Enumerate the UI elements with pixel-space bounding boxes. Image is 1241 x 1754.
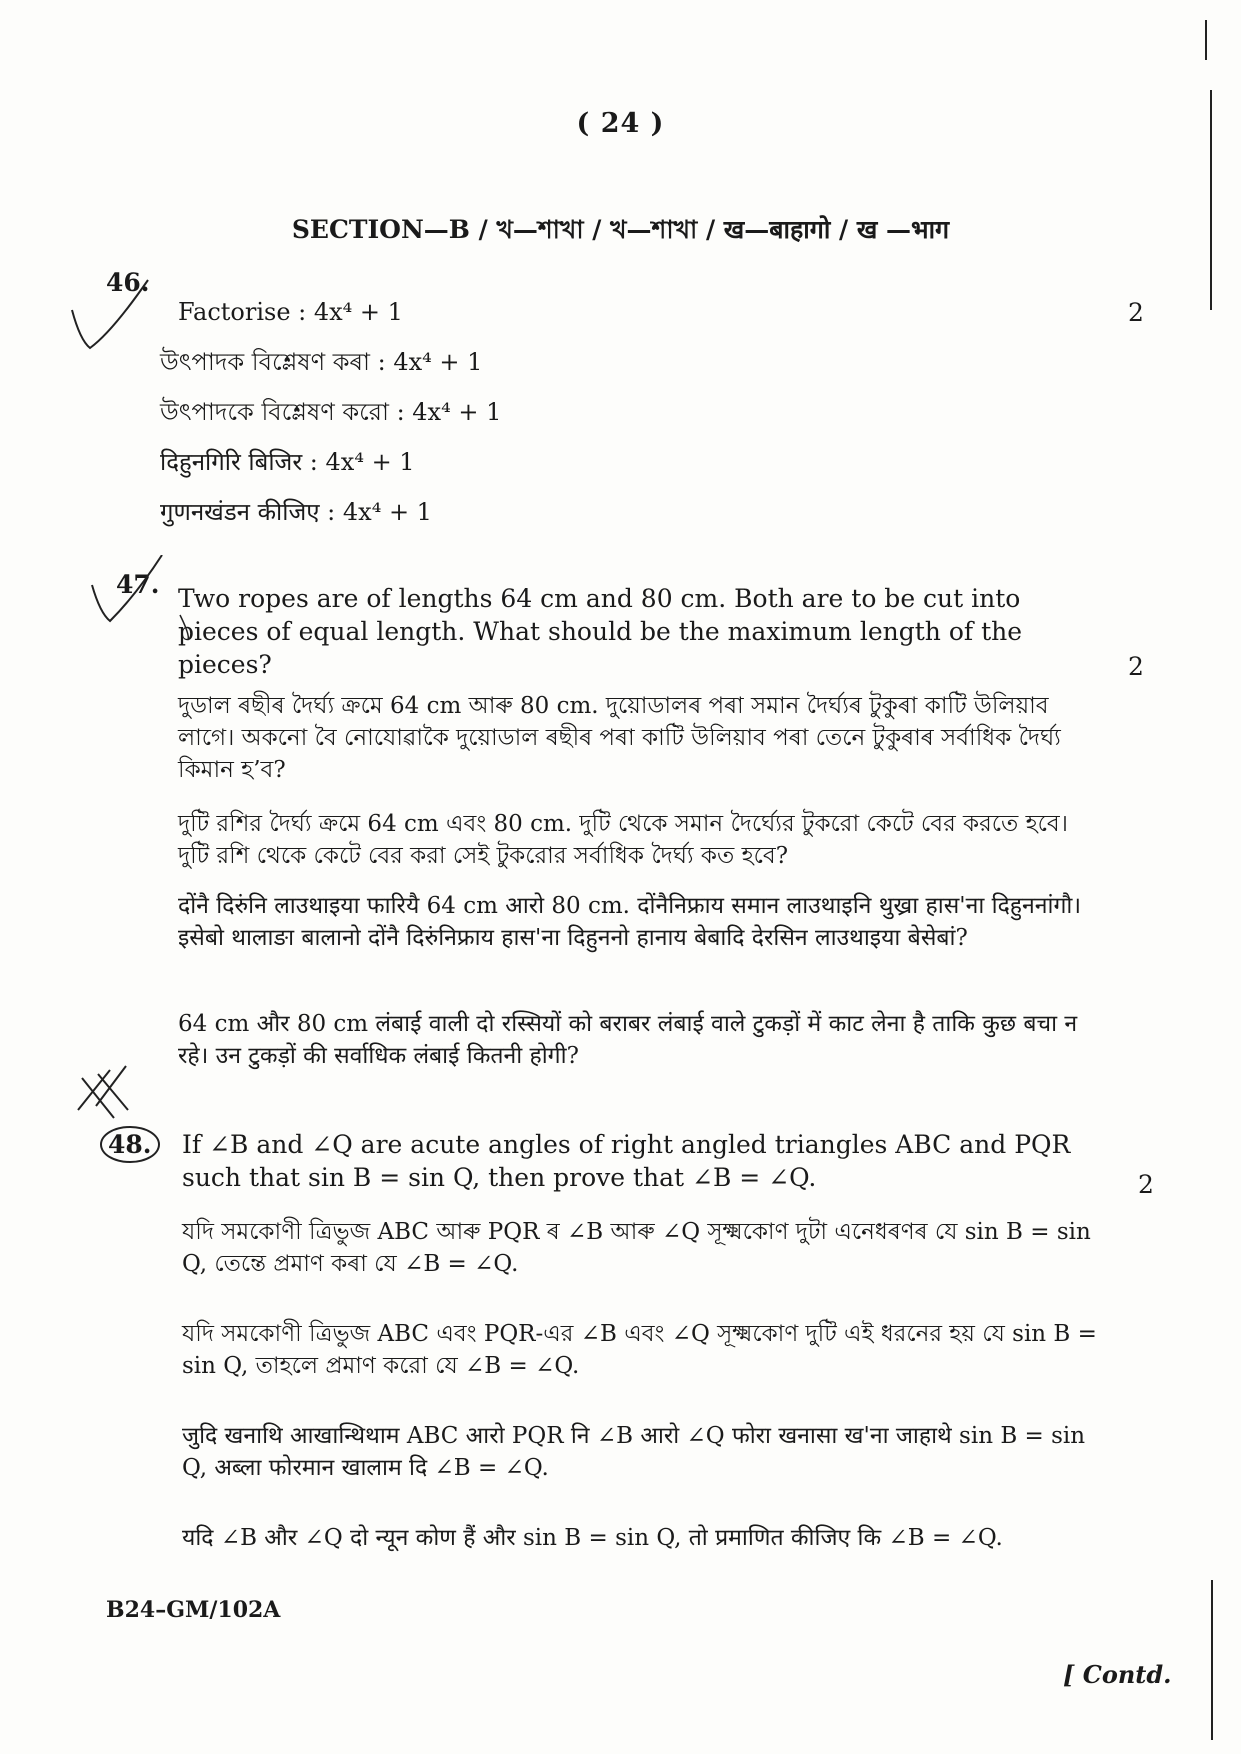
section-heading: SECTION—B / খ—শাখা / খ—শাখা / ख—बाहागो / ख —भाग	[291, 215, 950, 244]
q48-para-hi: यदि ∠B और ∠Q दो न्यून कोण हैं और sin B = sin Q, तो प्रमाणित कीजिए कि ∠B = ∠Q.	[182, 1525, 1003, 1551]
marks-46: 2	[1128, 298, 1144, 327]
handwritten-tick-mark-47	[80, 555, 190, 645]
question-number-46: 46.	[106, 268, 150, 297]
question-number-48	[100, 1130, 160, 1159]
circled-number-48: 48.	[100, 1126, 160, 1163]
marks-48: 2	[1138, 1170, 1154, 1199]
question-number-47: 47.	[116, 570, 160, 599]
handwritten-cross-mark	[70, 1060, 140, 1130]
q47-english: Two ropes are of lengths 64 cm and 80 cm. Both are to be cut into pieces of equal length. What should be the maximum length of the pieces?	[178, 584, 1023, 679]
q47-para-bn: দুটি রশির দৈর্ঘ্য ক্রমে 64 cm এবং 80 cm. দুটি থেকে সমান দৈর্ঘ্যের টুকরো কেটে বের করতে হবে। দুটি রশি থেকে কেটে বের করা সেই টুকরোর সর্বাধিক দৈর্ঘ্য কত হবে?	[178, 811, 1068, 869]
scan-edge-line	[1210, 90, 1212, 310]
page-number: ( 24 )	[576, 108, 665, 139]
q47-para-brx: दोंनै दिरुंनि लाउथाइया फारियै 64 cm आरो 80 cm. दोंनैनिफ्राय समान लाउथाइनि थुख्रा हास'ना दिहुननांगौ। इसेबो थालाङा बालानो दोंनै दिरुंनिफ्राय हास'ना दिहुननो हानाय बेबादि देरसिन लाउथाइया बेसेबां?	[178, 893, 1082, 951]
q46-line-brx: दिहुनगिरि बिजिर : 4x⁴ + 1	[160, 448, 415, 476]
q48-english: If ∠B and ∠Q are acute angles of right angled triangles ABC and PQR such that sin B = sin Q, then prove that ∠B = ∠Q.	[182, 1130, 1071, 1192]
handwritten-tick-mark-46	[60, 270, 170, 370]
marks-47: 2	[1128, 652, 1144, 681]
q48-para-as: যদি সমকোণী ত্ৰিভুজ ABC আৰু PQR ৰ ∠B আৰু ∠Q সূক্ষ্মকোণ দুটা এনেধৰণৰ যে sin B = sin Q, তেন্তে প্ৰমাণ কৰা যে ∠B = ∠Q.	[182, 1219, 1091, 1277]
q47-para-hi: 64 cm और 80 cm लंबाई वाली दो रस्सियों को बराबर लंबाई वाले टुकड़ों में काट लेना है ताकि कुछ बचा न रहे। उन टुकड़ों की सर्वाधिक लंबाई कितनी होगी?	[178, 1011, 1078, 1069]
q46-line-hi: गुणनखंडन कीजिए : 4x⁴ + 1	[160, 498, 432, 526]
q46-line-en: Factorise : 4x⁴ + 1	[178, 298, 403, 326]
q48-para-bn: যদি সমকোণী ত্রিভুজ ABC এবং PQR-এর ∠B এবং ∠Q সূক্ষ্মকোণ দুটি এই ধরনের হয় যে sin B = sin Q, তাহলে প্রমাণ করো যে ∠B = ∠Q.	[182, 1321, 1097, 1379]
q46-line-as: উৎপাদক বিশ্লেষণ কৰা : 4x⁴ + 1	[160, 348, 483, 376]
q47-para-as: দুডাল ৰছীৰ দৈৰ্ঘ্য ক্ৰমে 64 cm আৰু 80 cm. দুয়োডালৰ পৰা সমান দৈৰ্ঘ্যৰ টুকুৰা কাটি উলিয়াব লাগে। অকনো বৈ নোযোৱাকৈ দুয়োডাল ৰছীৰ পৰা কাটি উলিয়াব পৰা তেনে টুকুৰাৰ সৰ্বাধিক দৈৰ্ঘ্য কিমান হ’ব?	[178, 693, 1061, 783]
q48-para-brx: जुदि खनाथि आखान्थिथाम ABC आरो PQR नि ∠B आरो ∠Q फोरा खनासा ख'ना जाहाथे sin B = sin Q, अब्ला फोरमान खालाम दि ∠B = ∠Q.	[182, 1423, 1086, 1481]
continued-label: [ Contd.	[1063, 1660, 1172, 1689]
scan-edge-line	[1205, 20, 1207, 60]
scan-edge-line	[1211, 1580, 1213, 1740]
q46-line-bn: উৎপাদকে বিশ্লেষণ করো : 4x⁴ + 1	[160, 398, 502, 426]
footer-code: B24–GM/102A	[106, 1597, 281, 1623]
